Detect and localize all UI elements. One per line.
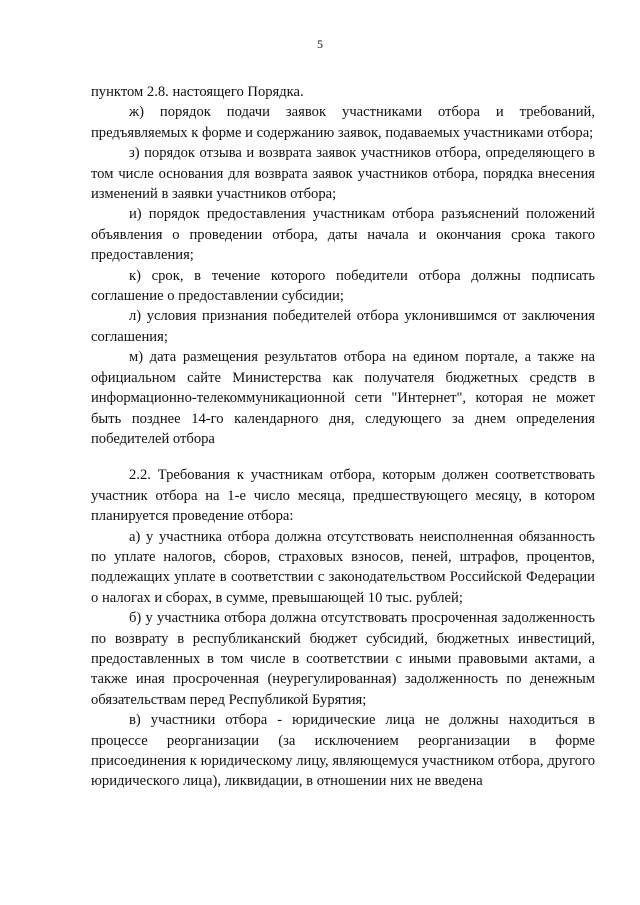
paragraph-continuation: пунктом 2.8. настоящего Порядка. xyxy=(91,84,304,100)
paragraph-item-z: з) порядок отзыва и возврата заявок участников отбора, определяющего в том числе основания для возврата заявок участников отбора, порядка внесения изменений в заявки участников отбора; xyxy=(91,145,595,203)
paragraph-item-k: к) срок, в течение которого победители отбора должны подписать соглашение о предоставлении субсидии; xyxy=(91,267,595,305)
paragraph-item-l: л) условия признания победителей отбора уклонившимся от заключения соглашения; xyxy=(91,308,595,345)
document-body xyxy=(91,82,595,792)
paragraph-item-m: м) дата размещения результатов отбора на едином портале, а также на официальном сайте Министерства как получателя бюджетных средств в информационно-телекоммуникационной сети "Интернет", которая не может быть позднее 14-го календарного дня, следующего за днем определения победителей отбора xyxy=(91,349,595,447)
paragraph-item-i: и) порядок предоставления участникам отбора разъяснений положений объявления о проведении отбора, даты начала и окончания срока такого предоставления; xyxy=(91,206,595,264)
paragraph-item-a: а) у участника отбора должна отсутствовать неисполненная обязанность по уплате налогов, сборов, страховых взносов, пеней, штрафов, процентов, подлежащих уплате в соответствии с законодательством Российской Федерации о налогах и сборах, в сумме, превышающей 10 тыс. рублей; xyxy=(91,528,595,606)
paragraph-item-b: б) у участника отбора должна отсутствовать просроченная задолженность по возврату в республиканский бюджет субсидий, бюджетных инвестиций, предоставленных в том числе в соответствии с иными правовыми актами, а также иная просроченная (неурегулированная) задолженность по денежным обязательствам перед Республикой Бурятия; xyxy=(91,610,595,708)
paragraph-item-zh: ж) порядок подачи заявок участниками отбора и требований, предъявляемых к форме и содержанию заявок, подаваемых участниками отбора; xyxy=(91,104,595,141)
paragraph-section-2-2: 2.2. Требования к участникам отбора, которым должен соответствовать участник отбора на 1-е число месяца, предшествующего месяцу, в котором планируется проведение отбора: xyxy=(91,467,595,525)
paragraph-item-v: в) участники отбора - юридические лица не должны находиться в процессе реорганизации (за исключением реорганизации в форме присоединения к юридическому лицу, являющемуся участником отбора, другого юридического лица), ликвидации, в отношении них не введена xyxy=(91,712,595,790)
page-number: 5 xyxy=(317,37,323,51)
